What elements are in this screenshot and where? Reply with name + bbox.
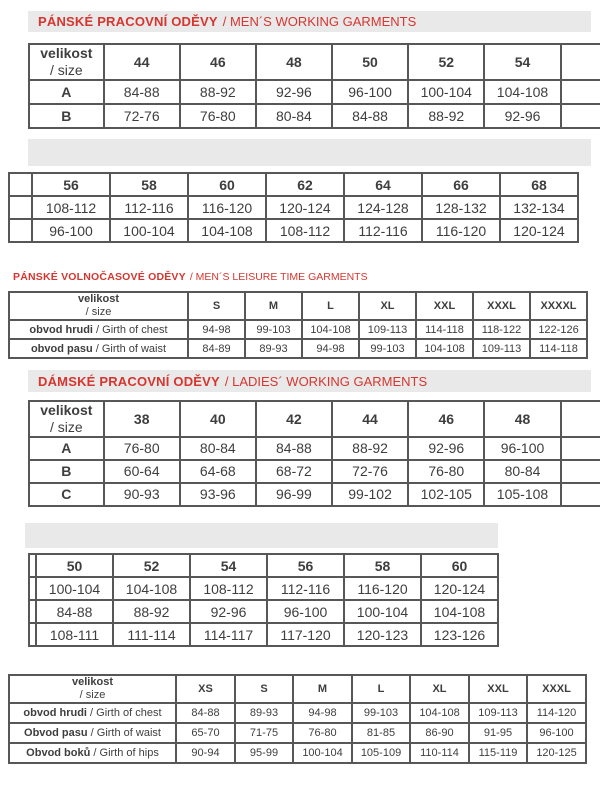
- size-value-cell: 94-98: [302, 339, 359, 358]
- size-value-cell: 112-116: [110, 196, 188, 219]
- size-value-cell: 124-128: [344, 196, 422, 219]
- size-value-cell: 86-90: [410, 723, 469, 743]
- size-value-cell: 89-93: [245, 339, 302, 358]
- row-label: A: [29, 80, 104, 104]
- row-label-cz: Obvod boků: [26, 747, 91, 760]
- spacer-band: [25, 523, 498, 548]
- size-value-cell: 100-104: [408, 80, 484, 104]
- mens_working_2-grid: [8, 172, 579, 243]
- section-title-cz: PÁNSKÉ PRACOVNÍ ODĚVY: [38, 14, 218, 29]
- size-value-cell: 72-76: [332, 460, 408, 483]
- size-value-cell: 100-104: [344, 600, 421, 623]
- size-value-cell: 94-98: [293, 703, 352, 723]
- size-value-cell: 105-108: [484, 483, 560, 506]
- size-row: [29, 104, 600, 128]
- row-label: C: [29, 483, 104, 506]
- size-value-cell: 117-120: [267, 623, 344, 646]
- header-row: [29, 401, 600, 437]
- size-value-cell: 96-100: [32, 219, 110, 242]
- size-value-cell: 84-88: [104, 80, 180, 104]
- row-label: [9, 320, 188, 339]
- size-value-cell: 104-108: [416, 339, 473, 358]
- size-value-cell: 108-111: [36, 623, 113, 646]
- size-value-cell: 96-99: [256, 483, 332, 506]
- column-header: 60: [188, 173, 266, 196]
- column-header: XS: [176, 675, 235, 703]
- column-header: XXL: [416, 292, 473, 320]
- column-header: 46: [408, 401, 484, 437]
- column-header: 50: [332, 44, 408, 80]
- header-row: [9, 675, 586, 703]
- size-value-cell: 99-103: [359, 339, 416, 358]
- column-header: 42: [256, 401, 332, 437]
- cut-off-cell: [9, 173, 32, 196]
- size-row: [9, 339, 587, 358]
- size-row: [9, 703, 586, 723]
- section-header-ladies-working: [28, 370, 591, 392]
- size-value-cell: 76-80: [104, 437, 180, 460]
- column-header: M: [245, 292, 302, 320]
- column-header: 56: [32, 173, 110, 196]
- size-value-cell: 108-112: [32, 196, 110, 219]
- size-value-cell: 94-98: [188, 320, 245, 339]
- size-value-cell: 80-84: [256, 104, 332, 128]
- size-value-cell: 114-118: [530, 339, 587, 358]
- column-header: XXXL: [527, 675, 586, 703]
- cut-off-cell: [561, 44, 600, 80]
- column-header: 54: [484, 44, 560, 80]
- column-header: XL: [359, 292, 416, 320]
- size-value-cell: 68-72: [256, 460, 332, 483]
- column-header: 58: [110, 173, 188, 196]
- size-value-cell: 122-126: [530, 320, 587, 339]
- size-value-cell: 120-125: [527, 743, 586, 763]
- unisex_sizes-grid: [8, 674, 587, 764]
- size-header-cell: [9, 675, 176, 703]
- table-ladies-working-sizes-50-60: [28, 553, 499, 647]
- row-label-en: / Girth of chest: [86, 707, 162, 720]
- table-mens-working-sizes-44-54: [28, 43, 600, 129]
- size-value-cell: 114-118: [416, 320, 473, 339]
- size-value-cell: 112-116: [344, 219, 422, 242]
- table-ladies-working-sizes-38-48: [28, 400, 600, 507]
- row-label-cz: obvod pasu: [30, 342, 93, 355]
- column-header: S: [188, 292, 245, 320]
- size-value-cell: 90-93: [104, 483, 180, 506]
- column-header: 52: [113, 554, 190, 577]
- size-label-cz: velikost: [40, 402, 93, 418]
- size-value-cell: 132-134: [500, 196, 578, 219]
- size-row: [9, 219, 578, 242]
- column-header: 48: [484, 401, 560, 437]
- size-value-cell: 123-126: [421, 623, 498, 646]
- size-value-cell: 84-88: [256, 437, 332, 460]
- size-value-cell: 84-88: [176, 703, 235, 723]
- size-value-cell: 88-92: [408, 104, 484, 128]
- size-label-cz: velikost: [40, 45, 93, 61]
- column-header: 64: [344, 173, 422, 196]
- cut-off-cell: [29, 623, 36, 646]
- table-mens-leisure-sizes: [8, 291, 588, 359]
- size-value-cell: 84-88: [36, 600, 113, 623]
- size-value-cell: 109-113: [359, 320, 416, 339]
- size-value-cell: 118-122: [473, 320, 530, 339]
- column-header: 54: [190, 554, 267, 577]
- size-row: [29, 460, 600, 483]
- size-row: [9, 196, 578, 219]
- column-header: 58: [344, 554, 421, 577]
- column-header: 60: [421, 554, 498, 577]
- size-value-cell: 93-96: [180, 483, 256, 506]
- size-value-cell: 99-103: [245, 320, 302, 339]
- size-value-cell: 88-92: [113, 600, 190, 623]
- column-header: L: [352, 675, 410, 703]
- row-label-cz: obvod hrudi: [23, 707, 87, 720]
- size-row: [29, 437, 600, 460]
- cut-off-cell: [561, 401, 600, 437]
- size-value-cell: 115-119: [469, 743, 527, 763]
- size-value-cell: 104-108: [113, 577, 190, 600]
- cut-off-cell: [561, 460, 600, 483]
- size-value-cell: 102-105: [408, 483, 484, 506]
- ladies_working_2-grid: [28, 553, 499, 647]
- row-label: A: [29, 437, 104, 460]
- column-header: 62: [266, 173, 344, 196]
- table-mens-working-sizes-56-68: [8, 172, 579, 243]
- mens_working_1-grid: [28, 43, 600, 129]
- size-value-cell: 112-116: [267, 577, 344, 600]
- size-value-cell: 110-114: [410, 743, 469, 763]
- size-label-en: / size: [49, 61, 83, 78]
- size-value-cell: 89-93: [235, 703, 293, 723]
- size-value-cell: 104-108: [188, 219, 266, 242]
- size-value-cell: 99-102: [332, 483, 408, 506]
- column-header: L: [302, 292, 359, 320]
- row-label-en: / Girth of hips: [90, 747, 159, 760]
- size-header-cell: [9, 292, 188, 320]
- size-value-cell: 116-120: [344, 577, 421, 600]
- size-value-cell: 84-89: [188, 339, 245, 358]
- size-value-cell: 116-120: [188, 196, 266, 219]
- size-value-cell: 91-95: [469, 723, 527, 743]
- cut-off-cell: [9, 196, 32, 219]
- row-label-en: / Girth of waist: [87, 727, 161, 740]
- column-header: 56: [267, 554, 344, 577]
- size-value-cell: 100-104: [293, 743, 352, 763]
- row-label: [9, 703, 176, 723]
- cut-off-cell: [561, 437, 600, 460]
- section-title-en: / LADIES´ WORKING GARMENTS: [224, 373, 428, 389]
- size-value-cell: 71-75: [235, 723, 293, 743]
- header-row: [9, 292, 587, 320]
- size-value-cell: 120-123: [344, 623, 421, 646]
- size-value-cell: 96-100: [484, 437, 560, 460]
- column-header: XXXXL: [530, 292, 587, 320]
- row-label: B: [29, 104, 104, 128]
- size-value-cell: 109-113: [473, 339, 530, 358]
- section-header-mens-working: [28, 11, 591, 32]
- size-value-cell: 81-85: [352, 723, 410, 743]
- size-value-cell: 96-100: [267, 600, 344, 623]
- row-label-en: / Girth of waist: [92, 342, 167, 355]
- header-row: [29, 44, 600, 80]
- size-label-cz: velikost: [78, 293, 119, 305]
- row-label-cz: Obvod pasu: [24, 727, 88, 740]
- size-value-cell: 114-117: [190, 623, 267, 646]
- mens_leisure-grid: [8, 291, 588, 359]
- size-value-cell: 120-124: [266, 196, 344, 219]
- column-header: M: [293, 675, 352, 703]
- ladies_working_1-grid: [28, 400, 600, 507]
- size-value-cell: 72-76: [104, 104, 180, 128]
- column-header: 40: [180, 401, 256, 437]
- column-header: XXL: [469, 675, 527, 703]
- size-value-cell: 92-96: [190, 600, 267, 623]
- size-row: [9, 320, 587, 339]
- size-row: [9, 743, 586, 763]
- size-value-cell: 120-124: [421, 577, 498, 600]
- row-label: [9, 723, 176, 743]
- table-unisex-letter-sizes: [8, 674, 587, 764]
- size-value-cell: 105-109: [352, 743, 410, 763]
- size-label-en: / size: [79, 689, 106, 702]
- size-value-cell: 99-103: [352, 703, 410, 723]
- size-value-cell: 64-68: [180, 460, 256, 483]
- column-header: 44: [104, 44, 180, 80]
- column-header: 50: [36, 554, 113, 577]
- size-value-cell: 76-80: [293, 723, 352, 743]
- size-value-cell: 108-112: [266, 219, 344, 242]
- size-value-cell: 80-84: [180, 437, 256, 460]
- size-row: [29, 80, 600, 104]
- section-title-en: / MEN´S LEISURE TIME GARMENTS: [189, 271, 368, 283]
- size-value-cell: 88-92: [180, 80, 256, 104]
- size-value-cell: 65-70: [176, 723, 235, 743]
- size-value-cell: 95-99: [235, 743, 293, 763]
- cut-off-cell: [561, 80, 600, 104]
- column-header: 48: [256, 44, 332, 80]
- size-value-cell: 88-92: [332, 437, 408, 460]
- size-value-cell: 116-120: [422, 219, 500, 242]
- column-header: 44: [332, 401, 408, 437]
- size-row: [29, 600, 498, 623]
- size-value-cell: 90-94: [176, 743, 235, 763]
- cut-off-cell: [561, 104, 600, 128]
- size-value-cell: 114-120: [527, 703, 586, 723]
- size-value-cell: 96-100: [527, 723, 586, 743]
- size-value-cell: 92-96: [484, 104, 560, 128]
- column-header: XXXL: [473, 292, 530, 320]
- size-row: [29, 577, 498, 600]
- section-title-cz: DÁMSKÉ PRACOVNÍ ODĚVY: [38, 373, 220, 389]
- size-label-en: / size: [85, 306, 112, 319]
- row-label-en: / Girth of chest: [92, 323, 168, 336]
- spacer-band: [28, 139, 591, 166]
- size-value-cell: 60-64: [104, 460, 180, 483]
- row-label: [9, 743, 176, 763]
- column-header: 46: [180, 44, 256, 80]
- row-label-cz: obvod hrudi: [29, 323, 93, 336]
- cut-off-cell: [29, 600, 36, 623]
- row-label: B: [29, 460, 104, 483]
- cut-off-cell: [9, 219, 32, 242]
- size-value-cell: 120-124: [500, 219, 578, 242]
- size-value-cell: 96-100: [332, 80, 408, 104]
- size-value-cell: 104-108: [484, 80, 560, 104]
- size-value-cell: 128-132: [422, 196, 500, 219]
- section-title-cz: PÁNSKÉ VOLNOČASOVÉ ODĚVY: [13, 271, 186, 283]
- header-row: [29, 554, 498, 577]
- column-header: 66: [422, 173, 500, 196]
- size-value-cell: 92-96: [408, 437, 484, 460]
- column-header: 52: [408, 44, 484, 80]
- size-value-cell: 104-108: [410, 703, 469, 723]
- cut-off-cell: [29, 577, 36, 600]
- section-header-mens-leisure: [13, 271, 368, 283]
- cut-off-cell: [29, 554, 36, 577]
- size-value-cell: 84-88: [332, 104, 408, 128]
- column-header: 38: [104, 401, 180, 437]
- size-value-cell: 100-104: [110, 219, 188, 242]
- row-label: [9, 339, 188, 358]
- size-row: [9, 723, 586, 743]
- header-row: [9, 173, 578, 196]
- column-header: 68: [500, 173, 578, 196]
- size-value-cell: 104-108: [421, 600, 498, 623]
- size-value-cell: 80-84: [484, 460, 560, 483]
- size-row: [29, 623, 498, 646]
- size-header-cell: [29, 401, 104, 437]
- section-title-en: / MEN´S WORKING GARMENTS: [222, 14, 417, 29]
- size-value-cell: 100-104: [36, 577, 113, 600]
- size-value-cell: 109-113: [469, 703, 527, 723]
- column-header: XL: [410, 675, 469, 703]
- cut-off-cell: [561, 483, 600, 506]
- size-value-cell: 104-108: [302, 320, 359, 339]
- size-value-cell: 76-80: [180, 104, 256, 128]
- size-value-cell: 76-80: [408, 460, 484, 483]
- size-value-cell: 111-114: [113, 623, 190, 646]
- size-value-cell: 92-96: [256, 80, 332, 104]
- size-header-cell: [29, 44, 104, 80]
- size-label-cz: velikost: [72, 676, 113, 688]
- size-label-en: / size: [49, 418, 83, 435]
- size-row: [29, 483, 600, 506]
- column-header: S: [235, 675, 293, 703]
- size-value-cell: 108-112: [190, 577, 267, 600]
